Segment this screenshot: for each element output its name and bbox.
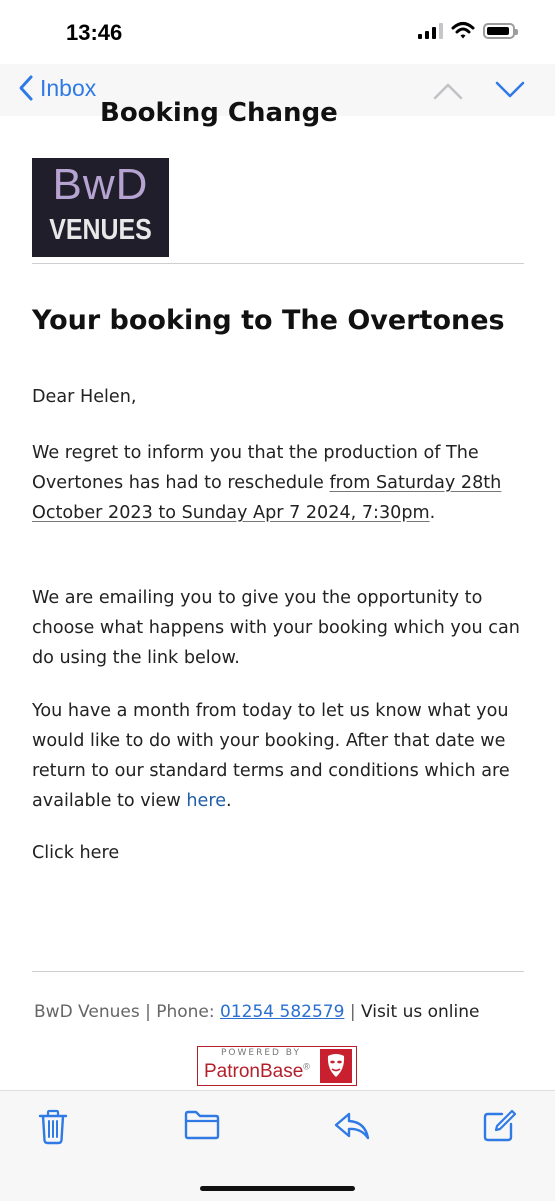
terms-period: . <box>226 791 232 811</box>
clipped-heading-text: Booking Change <box>100 98 338 128</box>
header-divider <box>32 263 524 264</box>
options-paragraph: We are emailing you to give you the opportunity to choose what happens with your booking which you can do using the link below. <box>32 588 520 668</box>
compose-icon[interactable] <box>482 1109 518 1143</box>
reply-icon[interactable] <box>332 1109 372 1143</box>
cellular-signal-icon <box>418 23 443 39</box>
back-label: Inbox <box>40 74 97 101</box>
email-title: Your booking to The Overtones <box>32 305 505 336</box>
terms-here-link[interactable]: here <box>186 791 227 811</box>
reschedule-period: . <box>429 503 436 523</box>
bottom-toolbar <box>0 1090 555 1201</box>
chevron-up-icon[interactable] <box>432 76 464 104</box>
status-time: 13:46 <box>66 20 123 45</box>
reschedule-text: We regret to inform you that the production of The Overtones has had to reschedule <box>32 443 479 493</box>
home-indicator[interactable] <box>200 1186 355 1191</box>
footer-contact <box>34 1002 480 1022</box>
patronbase-badge[interactable] <box>197 1046 357 1086</box>
bwd-venues-logo <box>32 158 169 257</box>
chevron-left-icon <box>18 74 34 102</box>
click-here-link[interactable]: Click here <box>32 843 120 863</box>
patronbase-name <box>204 1061 310 1083</box>
status-bar <box>0 0 555 64</box>
terms-paragraph <box>32 696 524 816</box>
reschedule-date-link[interactable]: from Saturday 28th October 2023 to Sunday Apr 7 2024, 7:30pm <box>32 473 502 523</box>
patronbase-label: PatronBase <box>204 1061 304 1082</box>
back-to-inbox-button[interactable] <box>18 74 96 102</box>
theatre-mask-icon <box>320 1049 352 1083</box>
trash-icon[interactable] <box>38 1109 68 1145</box>
battery-icon <box>483 23 515 39</box>
visit-online-link[interactable]: Visit us online <box>360 1002 480 1022</box>
footer-separator: | <box>344 1002 361 1022</box>
footer-org: BwD Venues | Phone: <box>34 1002 221 1022</box>
registered-mark: ® <box>303 1061 310 1072</box>
reschedule-paragraph <box>32 438 524 528</box>
wifi-icon <box>451 22 475 40</box>
powered-by-text: POWERED BY <box>220 1048 301 1058</box>
greeting: Dear Helen, <box>32 387 137 407</box>
chevron-down-icon[interactable] <box>494 76 526 104</box>
footer-divider <box>32 971 524 972</box>
terms-text: You have a month from today to let us know what you would like to do with your booking. After that date we return to our standard terms and conditions which are available to view <box>32 701 510 811</box>
logo-line1: BwD <box>52 160 149 209</box>
folder-icon[interactable] <box>183 1109 221 1141</box>
phone-link[interactable]: 01254 582579 <box>220 1002 345 1022</box>
email-body[interactable] <box>0 98 555 1090</box>
logo-line2: VENUES <box>49 214 152 246</box>
status-icons <box>418 22 515 40</box>
